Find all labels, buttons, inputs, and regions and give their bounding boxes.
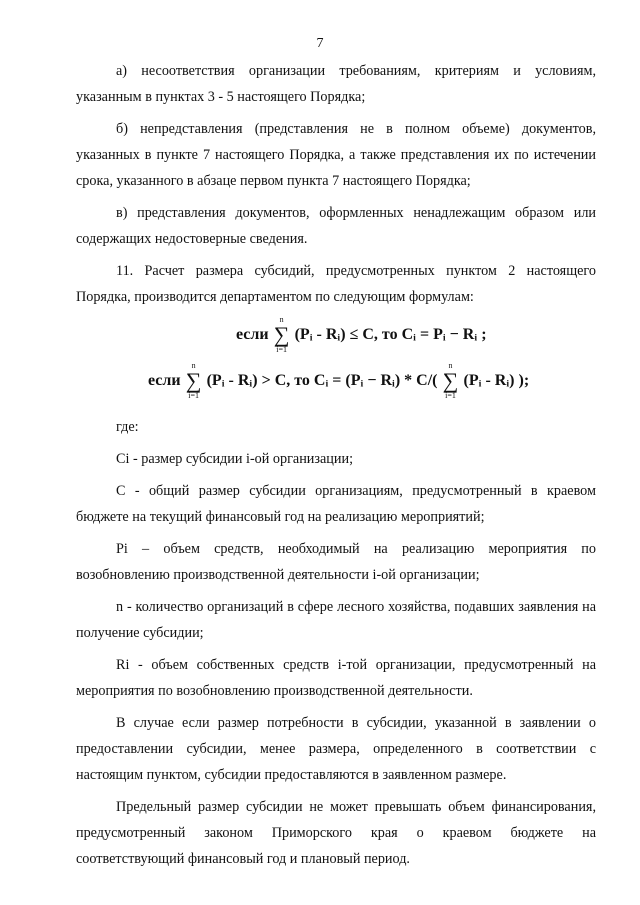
formula-1-prefix: если [236,326,269,343]
document-body [76,58,596,872]
paragraph-11: 11. Расчет размера субсидий, предусмотренных пунктом 2 настоящего Порядка, производится департаментом по следующим формулам: [76,263,596,305]
definition-pi: Pi – объем средств, необходимый на реализацию мероприятия по возобновлению производственной деятельности i-ой организации; [76,541,596,583]
definition-c: С - общий размер субсидии организациям, предусмотренный в краевом бюджете на текущий финансовый год на реализацию мероприятий; [76,483,596,525]
page-number: 7 [316,36,324,51]
formula-2-body-a: (Pᵢ - Rᵢ) > C, то Cᵢ = (Pᵢ − Rᵢ) * C/( [206,372,438,389]
formula-2-prefix: если [148,372,181,389]
where-label: где: [116,419,139,435]
paragraph-case: В случае если размер потребности в субсидии, указанной в заявлении о предоставлении субсидии, менее размера, определенного в соответствии с настоящим пунктом, субсидии предоставляются в заявленном размере. [76,715,596,783]
definition-ci: Ci - размер субсидии i-ой организации; [116,451,354,467]
formula-2 [148,362,596,406]
item-b: б) непредставления (представления не в полном объеме) документов, указанных в пункте 7 настоящего Порядка, а также представления их по истечении срока, указанного в абзаце первом пункта 7 настоящего Порядка; [76,121,596,189]
item-v: в) представления документов, оформленных ненадлежащим образом или содержащих недостоверные сведения. [76,205,596,247]
formula-1-body: (Pᵢ - Rᵢ) ≤ C, то Cᵢ = Pᵢ − Rᵢ ; [294,326,487,343]
item-a: а) несоответствия организации требованиям, критериям и условиям, указанным в пунктах 3 - 5 настоящего Порядка; [76,63,596,105]
sum-symbol: n ∑ i=1 [442,361,459,400]
formula-1 [236,316,596,360]
definition-ri: Ri - объем собственных средств i-той организации, предусмотренный на мероприятия по возобновлению производственной деятельности. [76,657,596,699]
sum-symbol: n ∑ i=1 [185,361,202,400]
sum-symbol: n ∑ i=1 [273,315,290,354]
formula-2-body-b: (Pᵢ - Rᵢ) ); [463,372,530,389]
definition-n: n - количество организаций в сфере лесного хозяйства, подавших заявления на получение субсидии; [76,599,596,641]
paragraph-limit: Предельный размер субсидии не может превышать объем финансирования, предусмотренный законом Приморского края о краевом бюджете на соответствующий финансовый год и плановый период. [76,799,596,867]
